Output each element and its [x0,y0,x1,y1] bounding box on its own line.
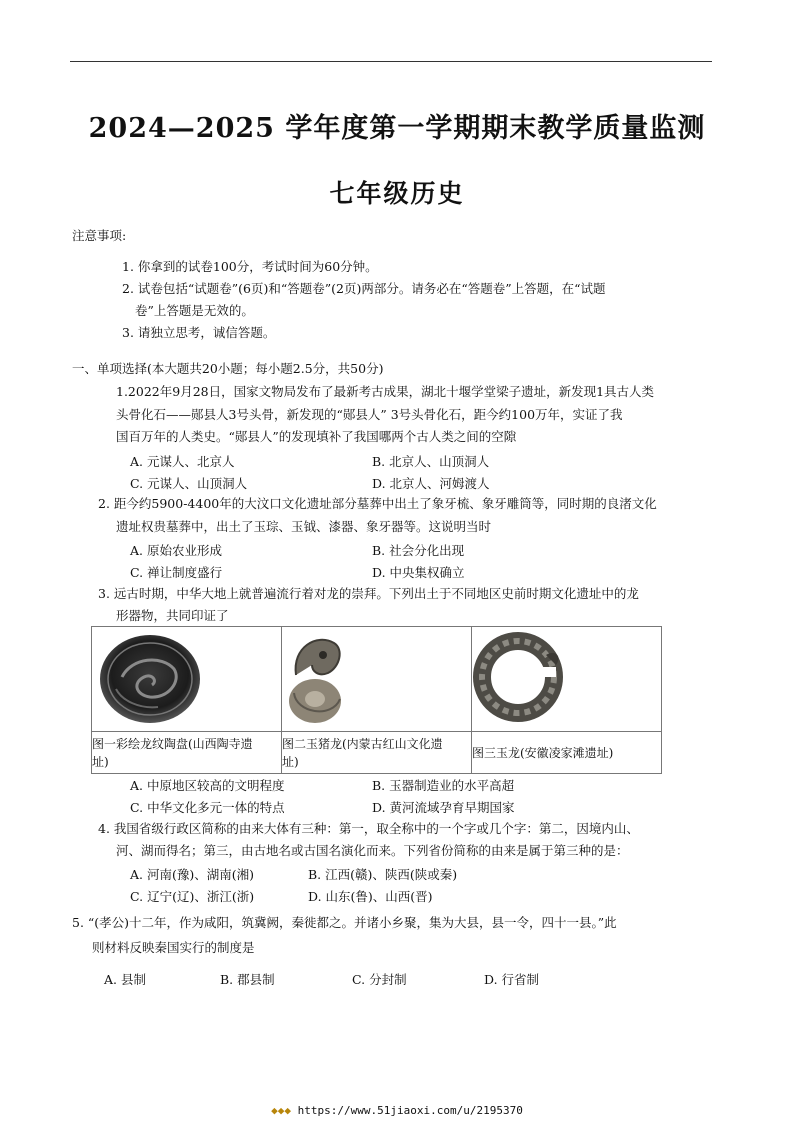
caption-line: 图一彩绘龙纹陶盘(山西陶寺遗 [92,736,253,751]
q3-option-b: B. 玉器制造业的水平高超 [372,778,515,793]
q3-option-c: C. 中华文化多元一体的特点 [130,800,285,815]
q2-option-c: C. 禅让制度盛行 [130,565,223,580]
q4-option-d: D. 山东(鲁)、山西(晋) [308,889,433,904]
caption-line: 图二玉猪龙(内蒙古红山文化遗 [282,736,443,751]
watermark-icon: ◆◆◆ [271,1104,292,1117]
notice-item: 3. 请独立思考，诚信答题。 [122,325,276,340]
figure-table [91,626,662,774]
question-3-line: 3. 远古时期，中华大地上就普遍流行着对龙的崇拜。下列出土于不同地区史前时期文化遗址中的龙 [98,586,639,601]
notice-item: 1. 你拿到的试卷100分，考试时间为60分钟。 [122,259,378,274]
q1-option-c: C. 元谋人、山顶洞人 [130,476,248,491]
q1-option-d: D. 北京人、河姆渡人 [372,476,490,491]
question-5-line: 则材料反映秦国实行的制度是 [92,940,255,955]
jade-pig-dragon-icon [282,627,472,727]
question-4-line: 河、湖而得名；第三，由古地名或古国名演化而来。下列省份简称的由来是属于第三种的是： [116,843,629,858]
footer-link[interactable]: https://www.51jiaoxi.com/u/2195370 [297,1104,523,1117]
q4-option-a: A. 河南(豫)、湖南(湘) [130,867,254,882]
question-4-line: 4. 我国省级行政区简称的由来大体有三种：第一，取全称中的一个字或几个字：第二，因境内山、 [98,821,639,836]
question-1-line: 头骨化石——郧县人3号头骨，新发现的“郧县人” 3号头骨化石，距今约100万年，实证了我 [116,407,623,422]
question-2-line: 2. 距今约5900-4400年的大汶口文化遗址部分墓葬中出土了象牙梳、象牙雕筒等，同时期的良渚文化 [98,496,657,511]
footer-url [0,1104,794,1117]
caption-line: 图三玉龙(安徽凌家滩遗址) [472,745,614,760]
q5-option-c: C. 分封制 [352,972,407,987]
caption-line: 址) [92,754,109,769]
figure-3-image [472,627,662,732]
q5-option-a: A. 县制 [104,972,146,987]
q1-option-b: B. 北京人、山顶洞人 [372,454,490,469]
figure-1-image [92,627,282,732]
q5-option-d: D. 行省制 [484,972,540,987]
question-3-line: 形器物，共同印证了 [116,608,229,623]
q2-option-a: A. 原始农业形成 [130,543,222,558]
question-1-line: 1.2022年9月28日，国家文物局发布了最新考古成果，湖北十堰学堂梁子遗址，新发现1具古人类 [116,384,655,399]
exam-subtitle: 七年级历史 [329,179,465,208]
exam-title: 2024—2025 学年度第一学期期末教学质量监测 [88,113,706,144]
top-rule [70,61,712,62]
notice-heading: 注意事项: [72,228,127,243]
painted-plate-icon [92,627,282,727]
q4-option-c: C. 辽宁(辽)、浙江(浙) [130,889,255,904]
figure-1-caption [92,732,282,774]
q3-option-d: D. 黄河流域孕育早期国家 [372,800,515,815]
q2-option-d: D. 中央集权确立 [372,565,465,580]
q1-option-a: A. 元谋人、北京人 [130,454,235,469]
caption-line: 址) [282,754,299,769]
jade-dragon-ring-icon [472,627,662,727]
q4-option-b: B. 江西(赣)、陕西(陕或秦) [308,867,458,882]
question-5-line: 5. “(孝公)十二年，作为咸阳，筑冀阙，秦徙都之。并诸小乡聚，集为大县，县一令，四十一县。”此 [72,915,617,930]
notice-item: 2. 试卷包括“试题卷”(6页)和“答题卷”(2页)两部分。请务必在“答题卷”上答题，在“试题 [122,281,606,296]
figure-2-caption [282,732,472,774]
notice-item: 卷”上答题是无效的。 [135,303,254,318]
q3-option-a: A. 中原地区较高的文明程度 [130,778,285,793]
question-1-line: 国百万年的人类史。“郧县人”的发现填补了我国哪两个古人类之间的空隙 [116,429,517,444]
figure-3-caption [472,732,662,774]
question-2-line: 遗址权贵墓葬中，出土了玉琮、玉钺、漆器、象牙器等。这说明当时 [116,519,492,534]
section-heading: 一、单项选择(本大题共20小题；每小题2.5分，共50分) [72,361,384,376]
q5-option-b: B. 郡县制 [220,972,275,987]
q2-option-b: B. 社会分化出现 [372,543,465,558]
figure-2-image [282,627,472,732]
